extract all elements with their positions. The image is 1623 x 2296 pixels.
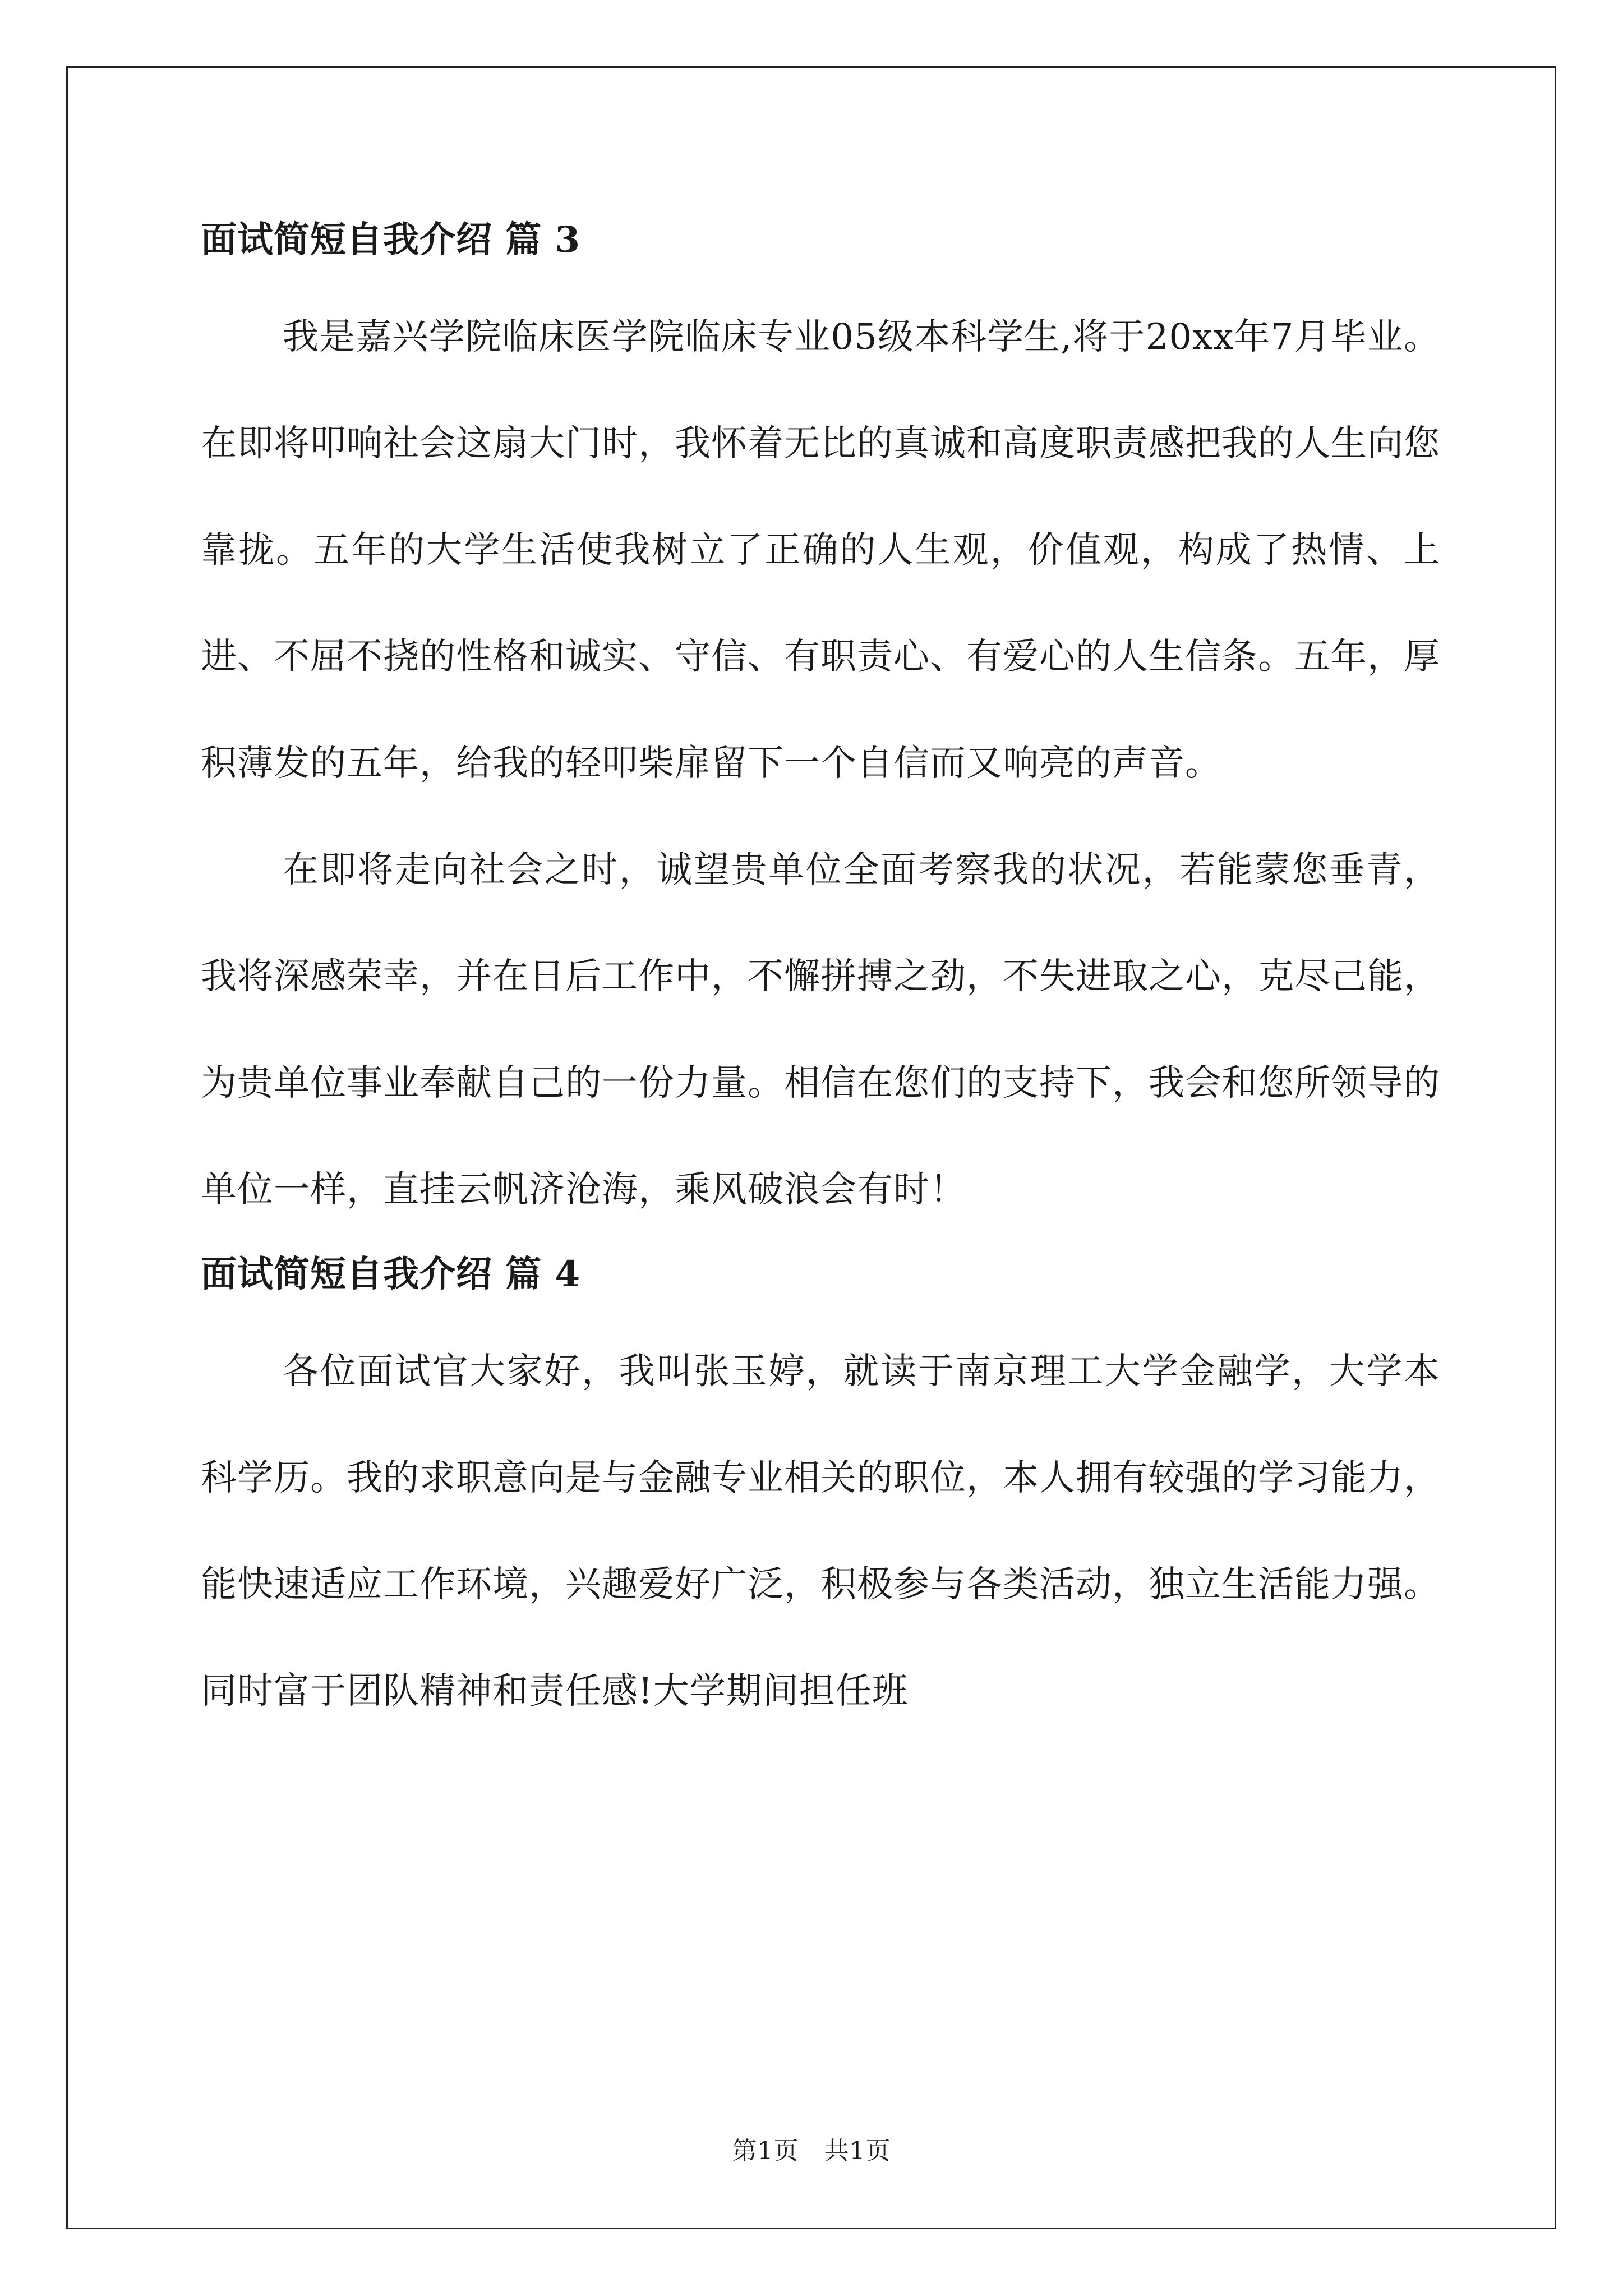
paragraph: 各位面试官大家好，我叫张玉婷，就读于南京理工大学金融学，大学本科学历。我的求职意向是与金融专业相关的职位，本人拥有较强的学习能力，能快速适应工作环境，兴趣爱好广泛，积极参与各类活动，独立生活能力强。同时富于团队精神和责任感!大学期间担任班 [201, 1351, 1440, 1712]
page-footer: 第1页 共1页 [732, 2137, 891, 2165]
paragraph: 在即将走向社会之时，诚望贵单位全面考察我的状况，若能蒙您垂青，我将深感荣幸，并在日后工作中，不懈拼搏之劲，不失进取之心，克尽己能，为贵单位事业奉献自己的一份力量。相信在您们的支持下，我会和您所领导的单位一样，直挂云帆济沧海，乘风破浪会有时！ [201, 849, 1440, 1211]
section-heading-3: 面试简短自我介绍 篇 3 [201, 219, 581, 261]
paragraph: 我是嘉兴学院临床医学院临床专业05级本科学生,将于20xx年7月毕业。在即将叩响社会这扇大门时，我怀着无比的真诚和高度职责感把我的人生向您靠拢。五年的大学生活使我树立了正确的人生观，价值观，构成了热情、上进、不屈不挠的性格和诚实、守信、有职责心、有爱心的人生信条。五年，厚积薄发的五年，给我的轻叩柴扉留下一个自信而又响亮的声音。 [201, 316, 1440, 784]
document-body [201, 213, 1440, 1745]
section-heading-4: 面试简短自我介绍 篇 4 [201, 1253, 581, 1295]
